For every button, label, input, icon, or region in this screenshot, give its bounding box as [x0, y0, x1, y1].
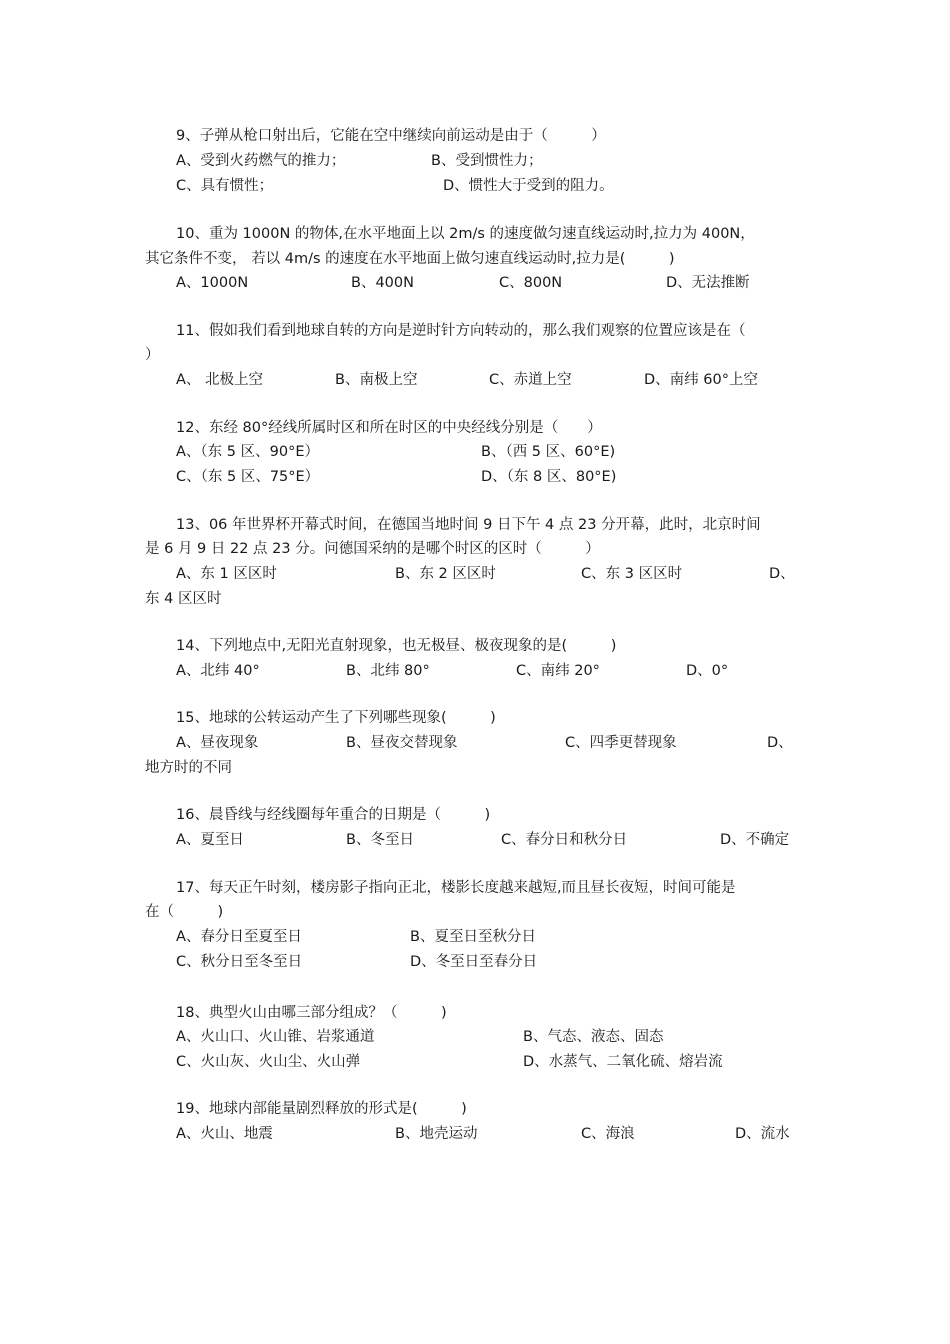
question-18-stem: 18、典型火山由哪三部分组成？（ ): [176, 1005, 447, 1021]
question-14-option-c: C、南纬 20°: [516, 663, 600, 679]
question-12-option-b: B、（西 5 区、60°E): [481, 444, 616, 460]
question-16-option-a: A、夏至日: [176, 832, 244, 848]
question-18-option-b: B、气态、液态、固态: [523, 1029, 664, 1045]
question-11-option-c: C、赤道上空: [489, 372, 572, 388]
question-18-option-d: D、水蒸气、二氧化硫、熔岩流: [523, 1054, 723, 1070]
question-15-option-d: D、: [767, 735, 793, 751]
question-18-option-a: A、火山口、火山锥、岩浆通道: [176, 1029, 375, 1045]
question-9-option-b: B、受到惯性力；: [431, 153, 543, 169]
question-11-option-d: D、南纬 60°上空: [644, 372, 758, 388]
question-12-stem: 12、东经 80°经线所属时区和所在时区的中央经线分别是（ ）: [176, 420, 602, 436]
question-13-option-d: D、: [769, 566, 795, 582]
question-16-stem: 16、晨昏线与经线圈每年重合的日期是（ ): [176, 807, 491, 823]
question-9-stem: 9、子弹从枪口射出后，它能在空中继续向前运动是由于（ ）: [176, 128, 606, 144]
question-13-option-b: B、东 2 区区时: [395, 566, 496, 582]
question-18-option-c: C、火山灰、火山尘、火山弹: [176, 1054, 361, 1070]
question-12-option-c: C、（东 5 区、75°E）: [176, 469, 320, 485]
question-19-option-c: C、海浪: [581, 1126, 635, 1142]
question-12-option-d: D、（东 8 区、80°E): [481, 469, 617, 485]
question-14-option-b: B、北纬 80°: [346, 663, 430, 679]
question-10-stem-line-1: 10、重为 1000N 的物体,在水平地面上以 2m/s 的速度做匀速直线运动时,拉力为 400N，: [176, 226, 755, 242]
question-15-option-b: B、昼夜交替现象: [346, 735, 458, 751]
question-9-option-a: A、受到火药燃气的推力；: [176, 153, 346, 169]
question-13-option-d-wrap: 东 4 区区时: [145, 591, 222, 607]
question-17-option-b: B、夏至日至秋分日: [410, 929, 536, 945]
question-17-option-c: C、秋分日至冬至日: [176, 954, 303, 970]
question-14-option-d: D、0°: [686, 663, 729, 679]
question-15-option-c: C、四季更替现象: [565, 735, 677, 751]
question-11-stem-line-1: 11、假如我们看到地球自转的方向是逆时针方向转动的，那么我们观察的位置应该是在（: [176, 323, 746, 339]
question-14-stem: 14、下列地点中,无阳光直射现象，也无极昼、极夜现象的是( ): [176, 638, 617, 654]
question-17-option-d: D、冬至日至春分日: [410, 954, 538, 970]
question-17-option-a: A、春分日至夏至日: [176, 929, 302, 945]
question-15-option-d-wrap: 地方时的不同: [145, 760, 232, 776]
question-10-option-a: A、1000N: [176, 275, 249, 291]
question-11-stem-line-2: ）: [145, 347, 160, 363]
question-19-stem: 19、地球内部能量剧烈释放的形式是( ): [176, 1101, 467, 1117]
question-15-stem: 15、地球的公转运动产生了下列哪些现象( ): [176, 710, 496, 726]
question-10-stem-line-2: 其它条件不变， 若以 4m/s 的速度在水平地面上做匀速直线运动时,拉力是( ): [145, 251, 675, 267]
question-17-stem-line-2: 在（ ): [145, 904, 224, 920]
question-13-option-c: C、东 3 区区时: [581, 566, 683, 582]
question-9-option-c: C、具有惯性；: [176, 178, 274, 194]
question-16-option-c: C、春分日和秋分日: [501, 832, 628, 848]
question-11-option-a: A、 北极上空: [176, 372, 264, 388]
question-16-option-d: D、不确定: [720, 832, 790, 848]
question-13-option-a: A、东 1 区区时: [176, 566, 277, 582]
question-16-option-b: B、冬至日: [346, 832, 414, 848]
question-19-option-a: A、火山、地震: [176, 1126, 273, 1142]
question-14-option-a: A、北纬 40°: [176, 663, 260, 679]
question-10-option-c: C、800N: [499, 275, 563, 291]
question-10-option-b: B、400N: [351, 275, 414, 291]
question-15-option-a: A、昼夜现象: [176, 735, 259, 751]
question-19-option-b: B、地壳运动: [395, 1126, 478, 1142]
question-12-option-a: A、（东 5 区、90°E）: [176, 444, 319, 460]
question-9-option-d: D、惯性大于受到的阻力。: [443, 178, 614, 194]
question-13-stem-line-2: 是 6 月 9 日 22 点 23 分。问德国采纳的是哪个时区的区时（ ）: [145, 541, 600, 557]
question-17-stem-line-1: 17、每天正午时刻，楼房影子指向正北，楼影长度越来越短,而且昼长夜短，时间可能是: [176, 880, 736, 896]
question-11-option-b: B、南极上空: [335, 372, 418, 388]
question-13-stem-line-1: 13、06 年世界杯开幕式时间，在德国当地时间 9 日下午 4 点 23 分开幕，此时，北京时间: [176, 517, 761, 533]
question-19-option-d: D、流水: [735, 1126, 790, 1142]
question-10-option-d: D、无法推断: [666, 275, 750, 291]
